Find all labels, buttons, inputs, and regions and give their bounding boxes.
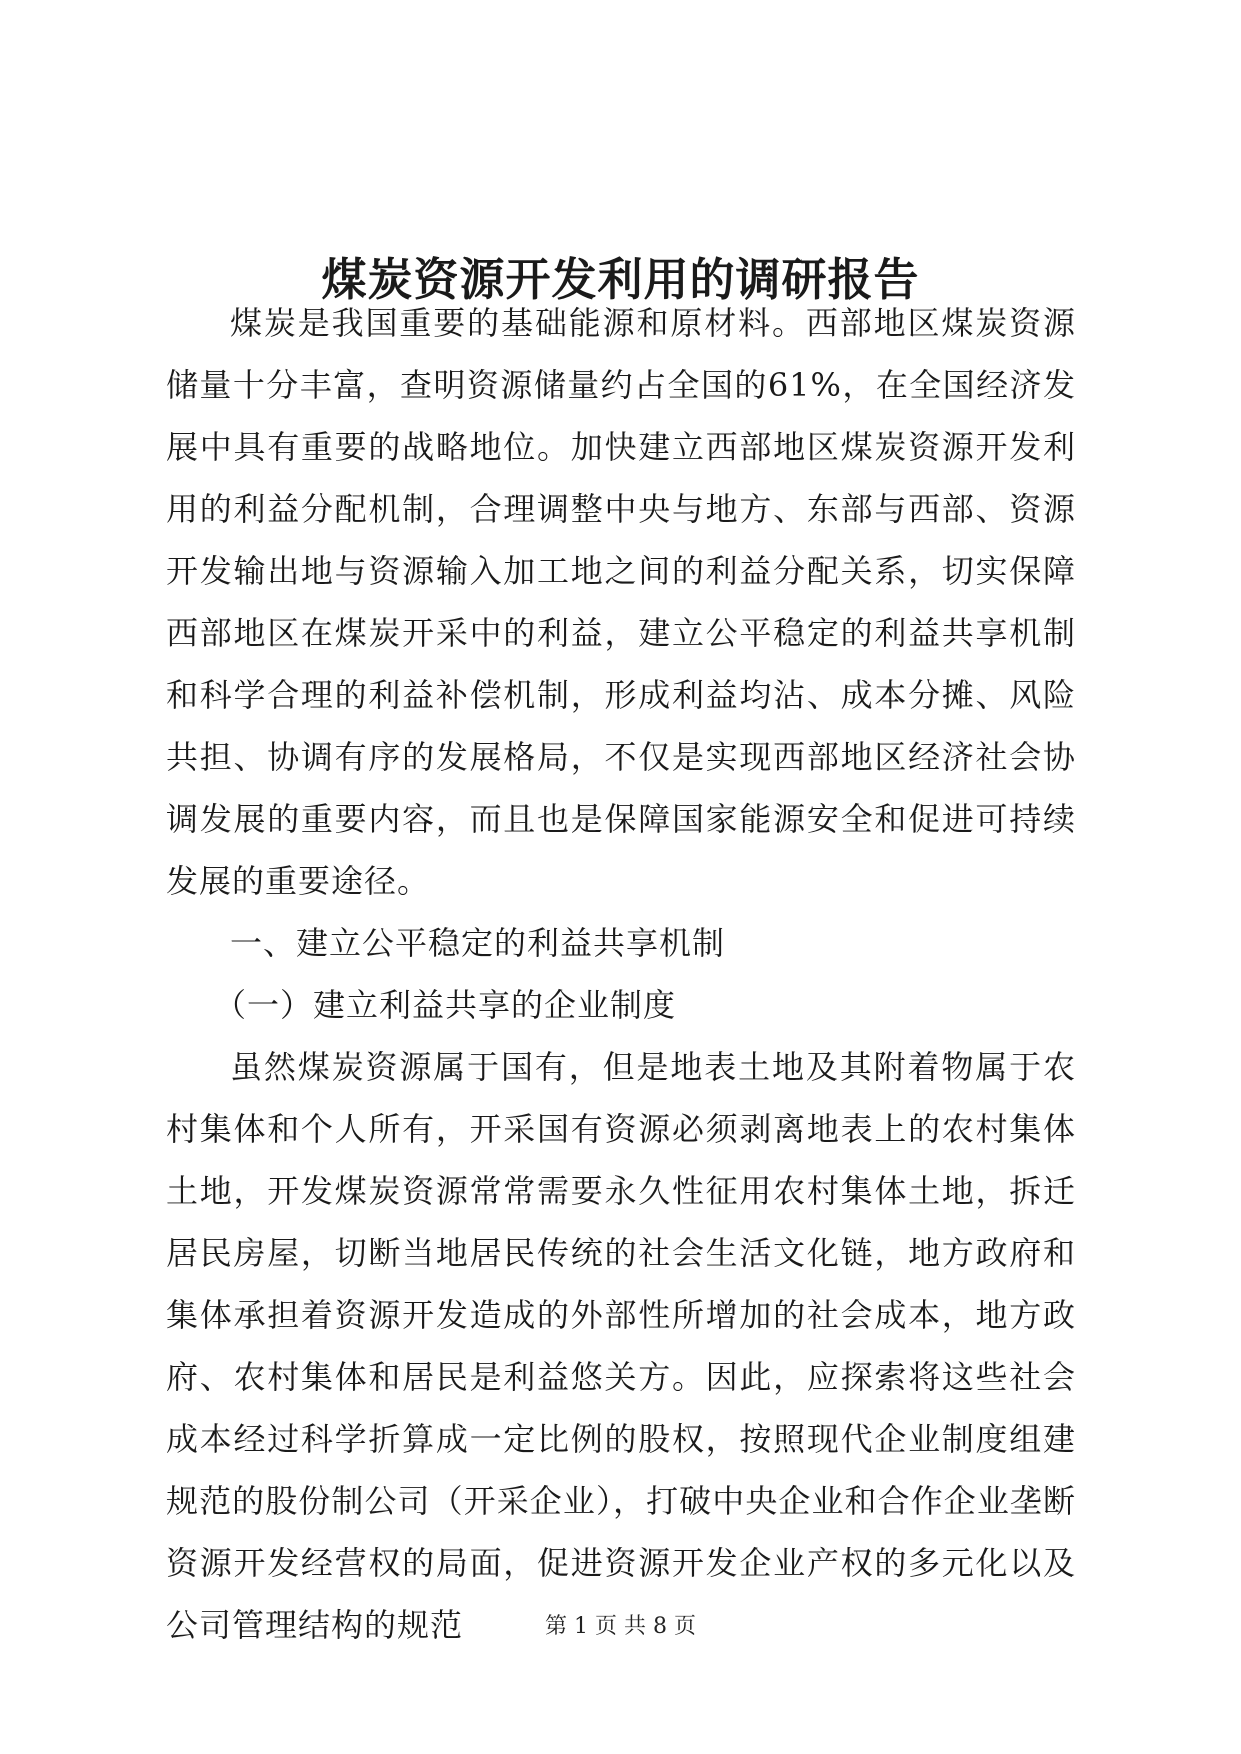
section-heading-1: 一、建立公平稳定的利益共享机制 [230,924,726,962]
body-paragraph: 虽然煤炭资源属于国有，但是地表土地及其附着物属于农村集体和个人所有，开采国有资源必须剥离地表上的农村集体土地，开发煤炭资源常常需要永久性征用农村集体土地，拆迁居民房屋，切断当地居民传统的社会生活文化链，地方政府和集体承担着资源开发造成的外部性所增加的社会成本，地方政府、农村集体和居民是利益悠关方。因此，应探索将这些社会成本经过科学折算成一定比例的股权，按照现代企业制度组建规范的股份制公司（开采企业），打破中央企业和合作企业垄断资源开发经营权的局面，促进资源开发企业产权的多元化以及公司管理结构的规范 [166,1048,1076,1644]
page-number-footer: 第 1 页 共 8 页 [545,1614,696,1639]
document-title: 煤炭资源开发利用的调研报告 [321,253,920,307]
document-body [166,292,1076,1656]
subsection-heading-1: （一）建立利益共享的企业制度 [214,986,677,1024]
intro-paragraph: 煤炭是我国重要的基础能源和原材料。西部地区煤炭资源储量十分丰富，查明资源储量约占全国的61%，在全国经济发展中具有重要的战略地位。加快建立西部地区煤炭资源开发利用的利益分配机制，合理调整中央与地方、东部与西部、资源开发输出地与资源输入加工地之间的利益分配关系，切实保障西部地区在煤炭开采中的利益，建立公平稳定的利益共享机制和科学合理的利益补偿机制，形成利益均沾、成本分摊、风险共担、协调有序的发展格局，不仅是实现西部地区经济社会协调发展的重要内容，而且也是保障国家能源安全和促进可持续发展的重要途径。 [166,304,1076,900]
